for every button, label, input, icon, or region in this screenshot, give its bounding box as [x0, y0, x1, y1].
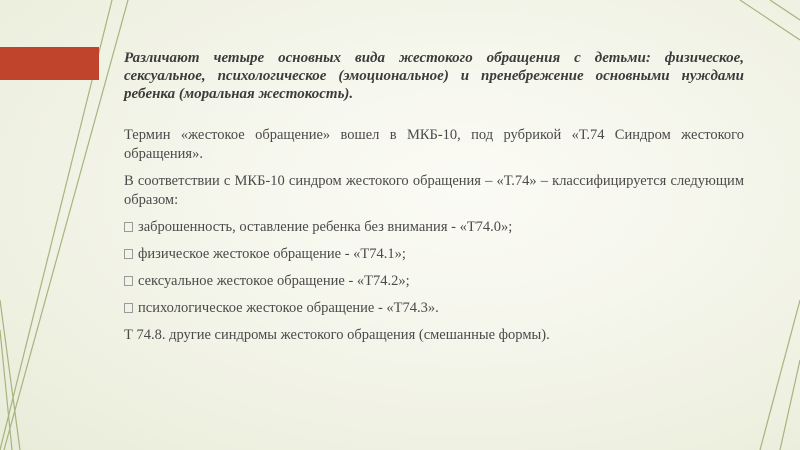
slide-title: Различают четыре основных вида жестокого обращения с детьми: физическое, сексуальное, психологическое (эмоциональное) и пренебрежение основными нуждами ребенка (моральная жестокость).	[124, 50, 744, 102]
list-item-text: заброшенность, оставление ребенка без внимания - «Т74.0»;	[138, 219, 513, 235]
list-item-text: психологическое жестокое обращение - «Т74.3».	[138, 300, 439, 316]
checkbox-square-icon	[124, 222, 133, 232]
list-item	[124, 299, 744, 318]
list-item-text: сексуальное жестокое обращение - «Т74.2»;	[138, 273, 410, 289]
checkbox-square-icon	[124, 276, 133, 286]
list-item	[124, 272, 744, 291]
checkbox-square-icon	[124, 249, 133, 259]
list-item-text: физическое жестокое обращение - «Т74.1»;	[138, 246, 406, 262]
paragraph-classification: В соответствии с МКБ-10 синдром жестокого обращения – «Т.74» – классифицируется следующим образом:	[124, 173, 744, 208]
list-item	[124, 245, 744, 264]
paragraph-term: Термин «жестокое обращение» вошел в МКБ-10, под рубрикой «Т.74 Синдром жестокого обращения».	[124, 127, 744, 162]
title-accent-bar	[0, 47, 99, 80]
list-item	[124, 218, 744, 237]
checkbox-square-icon	[124, 303, 133, 313]
paragraph-closing: Т 74.8. другие синдромы жестокого обращения (смешанные формы).	[124, 327, 550, 343]
slide-body	[124, 126, 744, 353]
